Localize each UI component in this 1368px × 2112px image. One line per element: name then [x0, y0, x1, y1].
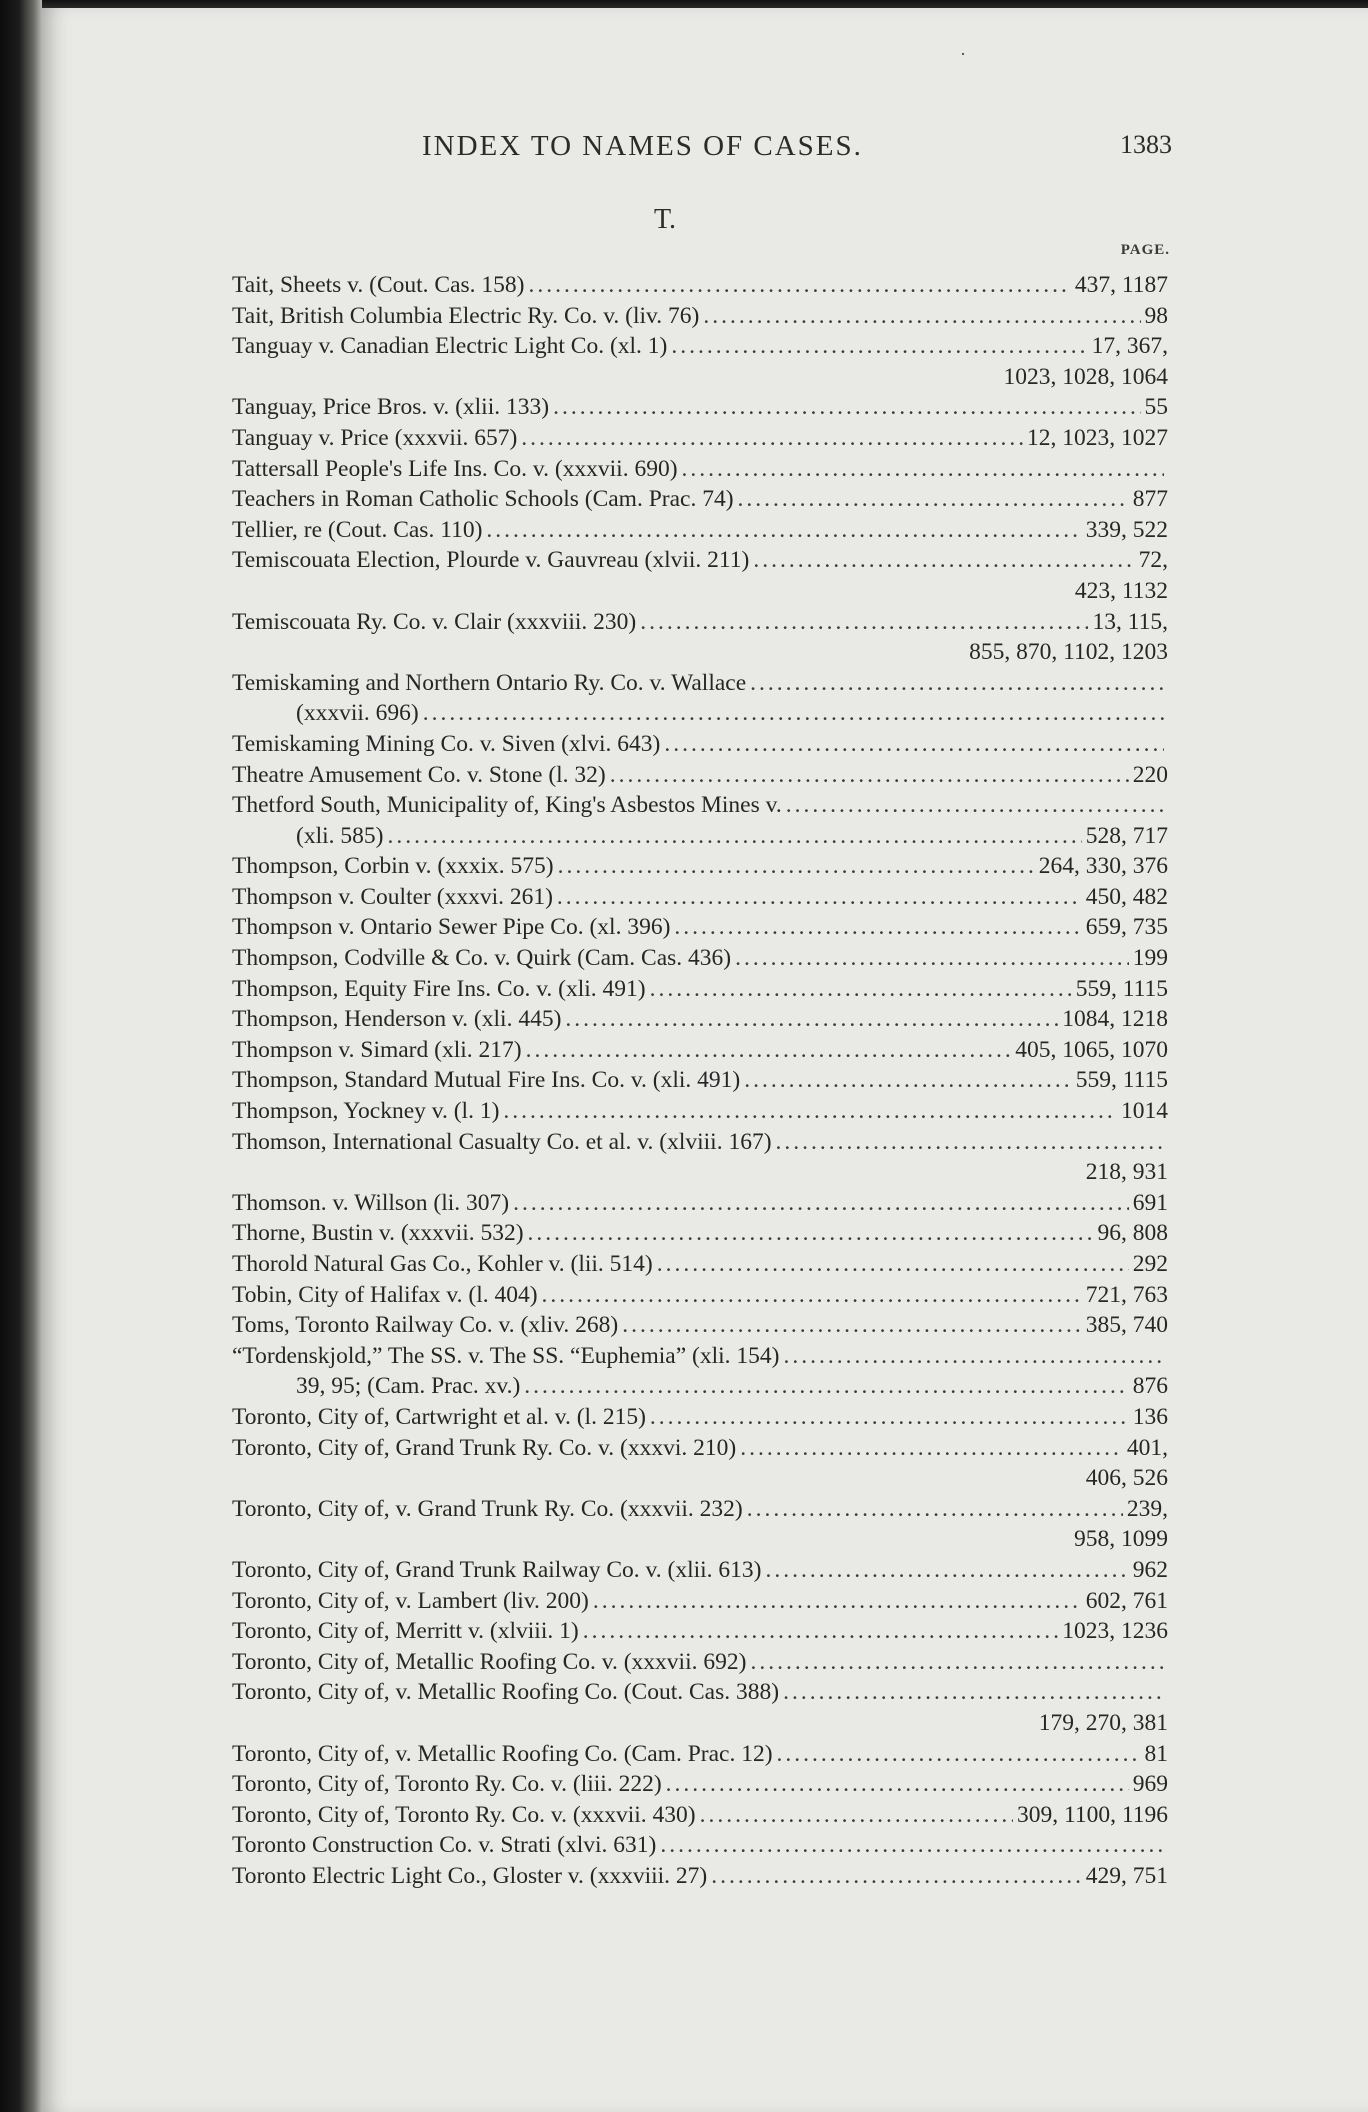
dot-leader	[750, 1647, 1164, 1678]
index-entry-wrapped-line	[232, 1371, 1168, 1402]
page-references-continued: 179, 270, 381	[1038, 1709, 1168, 1736]
case-name: Thorne, Bustin v. (xxxvii. 532)	[232, 1220, 524, 1247]
dot-leader	[740, 1433, 1123, 1464]
case-name: Tanguay, Price Bros. v. (xlii. 133)	[232, 394, 550, 421]
index-entry-line	[232, 760, 1168, 791]
case-name: Temiscouata Ry. Co. v. Clair (xxxviii. 230)	[232, 608, 637, 635]
index-entry	[232, 1004, 1168, 1035]
index-entry	[232, 1065, 1168, 1096]
index-entry-continued-pages	[232, 1524, 1168, 1555]
index-entry	[232, 760, 1168, 791]
page-references: 691	[1132, 1189, 1168, 1216]
case-name: Toronto, City of, Merritt v. (xlviii. 1)	[232, 1618, 579, 1645]
page-references: 309, 1100, 1196	[1016, 1801, 1168, 1828]
page-references: 429, 751	[1085, 1862, 1168, 1889]
dot-leader	[671, 331, 1087, 362]
dot-leader	[700, 1800, 1013, 1831]
index-entry-line	[232, 943, 1168, 974]
dot-leader	[674, 912, 1081, 943]
index-entry-line	[232, 270, 1168, 301]
index-entry-line	[232, 1494, 1168, 1525]
case-name: Toronto, City of, v. Lambert (liv. 200)	[232, 1587, 589, 1614]
dot-leader	[513, 1188, 1129, 1219]
page-references-continued: 423, 1132	[1074, 577, 1168, 604]
running-title: INDEX TO NAMES OF CASES.	[422, 130, 863, 162]
dot-leader	[524, 1371, 1128, 1402]
index-entry	[232, 392, 1168, 423]
case-name: Tattersall People's Life Ins. Co. v. (xxxvii. 690)	[232, 455, 678, 482]
page-references: 81	[1144, 1740, 1168, 1767]
index-entry	[232, 607, 1168, 668]
dot-leader	[521, 423, 1023, 454]
page-references: 98	[1144, 302, 1168, 329]
index-entry-line	[232, 882, 1168, 913]
index-entry-line	[232, 1402, 1168, 1433]
page-references: 602, 761	[1085, 1587, 1168, 1614]
page-references: 401,	[1126, 1434, 1168, 1461]
dot-leader	[610, 760, 1129, 791]
page-column-heading: PAGE.	[1120, 242, 1170, 258]
dot-leader	[753, 545, 1134, 576]
index-entry-line	[232, 392, 1168, 423]
case-name: Thetford South, Municipality of, King's Asbestos Mines v.	[232, 792, 782, 819]
index-entry-line	[232, 515, 1168, 546]
page-references: 559, 1115	[1075, 975, 1168, 1002]
index-entry	[232, 331, 1168, 392]
index-entry-line	[232, 454, 1168, 485]
index-entry-continued-pages	[232, 637, 1168, 668]
page-references: 220	[1132, 761, 1168, 788]
index-entry	[232, 1677, 1168, 1738]
index-entry	[232, 1402, 1168, 1433]
dot-leader	[783, 1677, 1164, 1708]
book-page	[42, 8, 1368, 2112]
index-entry-line	[232, 484, 1168, 515]
index-entry	[232, 1249, 1168, 1280]
dot-leader	[664, 729, 1164, 760]
page-references: 96, 808	[1097, 1220, 1168, 1247]
book-binding-edge	[0, 0, 42, 2112]
index-entry-line	[232, 607, 1168, 638]
dot-leader	[486, 515, 1081, 546]
index-entry	[232, 882, 1168, 913]
dot-leader	[387, 821, 1081, 852]
case-name: Thompson, Codville & Co. v. Quirk (Cam. Cas. 436)	[232, 945, 732, 972]
index-entry-line	[232, 729, 1168, 760]
index-entry-line	[232, 301, 1168, 332]
page-references: 12, 1023, 1027	[1027, 424, 1168, 451]
page-references: 437, 1187	[1074, 272, 1168, 298]
page-references: 528, 717	[1085, 822, 1168, 849]
index-entry-line	[232, 668, 1168, 699]
dot-leader	[765, 1555, 1128, 1586]
running-header	[42, 130, 1368, 174]
page-references-continued: 958, 1099	[1074, 1526, 1168, 1553]
case-name: Toronto, City of, Toronto Ry. Co. v. (liii. 222)	[232, 1771, 662, 1798]
index-entry-line	[232, 1249, 1168, 1280]
dot-leader	[682, 454, 1164, 485]
index-entry-continued-pages	[232, 1157, 1168, 1188]
case-name: Tobin, City of Halifax v. (l. 404)	[232, 1281, 538, 1308]
index-entry-line	[232, 1096, 1168, 1127]
index-entry-line	[232, 912, 1168, 943]
page-references: 385, 740	[1085, 1312, 1168, 1339]
page-references: 17, 367,	[1091, 333, 1168, 360]
case-name: Temiskaming and Northern Ontario Ry. Co. v. Wallace	[232, 669, 747, 696]
index-entry-line	[232, 1218, 1168, 1249]
index-entry	[232, 301, 1168, 332]
index-entry-line	[232, 1769, 1168, 1800]
index-entry-line	[232, 1586, 1168, 1617]
index-entry-line	[232, 1861, 1168, 1892]
dot-leader	[583, 1616, 1059, 1647]
index-entry	[232, 515, 1168, 546]
case-name: Temiscouata Election, Plourde v. Gauvreau (xlvii. 211)	[232, 547, 750, 574]
index-entry-line	[232, 1127, 1168, 1158]
case-citation-continued: (xli. 585)	[296, 822, 384, 849]
dot-leader	[640, 607, 1088, 638]
index-entry	[232, 1280, 1168, 1311]
page-references: 55	[1144, 394, 1168, 421]
index-entry	[232, 1861, 1168, 1892]
dot-leader	[738, 484, 1129, 515]
dot-leader	[783, 1341, 1164, 1372]
index-entry	[232, 1555, 1168, 1586]
index-entry-line	[232, 423, 1168, 454]
index-entry	[232, 1800, 1168, 1831]
page-references: 559, 1115	[1075, 1067, 1168, 1094]
case-name: Thompson, Corbin v. (xxxix. 575)	[232, 853, 554, 880]
page-references: 136	[1132, 1403, 1168, 1430]
index-entry-list	[232, 270, 1168, 1891]
index-entry	[232, 1310, 1168, 1341]
index-entry-continued-pages	[232, 1708, 1168, 1739]
case-name: Toronto, City of, Toronto Ry. Co. v. (xxxvii. 430)	[232, 1801, 696, 1828]
index-entry	[232, 1096, 1168, 1127]
page-references: 962	[1132, 1556, 1168, 1583]
page-references: 72,	[1138, 547, 1168, 574]
index-entry	[232, 729, 1168, 760]
page-references: 969	[1132, 1771, 1168, 1798]
page-references-continued: 1023, 1028, 1064	[1003, 363, 1168, 390]
case-name: Thompson v. Coulter (xxxvi. 261)	[232, 883, 553, 910]
print-speck: ·	[960, 44, 966, 64]
case-name: Tait, British Columbia Electric Ry. Co. v. (liv. 76)	[232, 302, 700, 329]
index-entry-line	[232, 331, 1168, 362]
dot-leader	[703, 301, 1140, 332]
dot-leader	[526, 1035, 1012, 1066]
case-name: Teachers in Roman Catholic Schools (Cam. Prac. 74)	[232, 486, 734, 513]
dot-leader	[666, 1769, 1129, 1800]
index-entry	[232, 1341, 1168, 1402]
index-entry-line	[232, 974, 1168, 1005]
index-entry	[232, 912, 1168, 943]
index-entry	[232, 1188, 1168, 1219]
index-entry	[232, 1433, 1168, 1494]
case-citation-continued: (xxxvii. 696)	[296, 700, 419, 727]
dot-leader	[565, 1004, 1058, 1035]
case-name: Tanguay v. Canadian Electric Light Co. (xl. 1)	[232, 333, 668, 360]
index-entry	[232, 851, 1168, 882]
case-name: Thorold Natural Gas Co., Kohler v. (lii. 514)	[232, 1251, 653, 1277]
index-entry-wrapped-line	[232, 698, 1168, 729]
index-entry-wrapped-line	[232, 821, 1168, 852]
case-name: Tait, Sheets v. (Cout. Cas. 158)	[232, 272, 525, 298]
dot-leader	[777, 1739, 1141, 1770]
case-name: Toronto Electric Light Co., Gloster v. (xxxviii. 27)	[232, 1862, 708, 1889]
page-references: 292	[1132, 1251, 1168, 1277]
index-entry-line	[232, 1739, 1168, 1770]
dot-leader	[657, 1249, 1129, 1280]
case-name: Tellier, re (Cout. Cas. 110)	[232, 516, 483, 543]
case-name: Toronto, City of, v. Grand Trunk Ry. Co. (xxxvii. 232)	[232, 1495, 743, 1522]
index-entry-continued-pages	[232, 576, 1168, 607]
page-references: 239,	[1126, 1495, 1168, 1522]
index-entry	[232, 1494, 1168, 1555]
index-entry-line	[232, 1830, 1168, 1861]
dot-leader	[528, 1218, 1094, 1249]
dot-leader	[553, 392, 1140, 423]
case-citation-continued: 39, 95; (Cam. Prac. xv.)	[296, 1373, 521, 1400]
index-entry	[232, 1127, 1168, 1188]
page-references: 721, 763	[1085, 1281, 1168, 1308]
index-entry-line	[232, 1433, 1168, 1464]
index-entry	[232, 1218, 1168, 1249]
index-entry-line	[232, 1616, 1168, 1647]
index-entry-line	[232, 790, 1168, 821]
index-entry-line	[232, 545, 1168, 576]
dot-leader	[557, 882, 1082, 913]
index-entry	[232, 270, 1168, 301]
case-name: Toronto, City of, v. Metallic Roofing Co. (Cam. Prac. 12)	[232, 1740, 773, 1767]
case-name: Toronto, City of, v. Metallic Roofing Co. (Cout. Cas. 388)	[232, 1679, 780, 1706]
dot-leader	[423, 698, 1164, 729]
dot-leader	[542, 1280, 1082, 1311]
case-name: Toronto, City of, Grand Trunk Ry. Co. v. (xxxvi. 210)	[232, 1434, 737, 1461]
index-entry	[232, 1739, 1168, 1770]
dot-leader	[650, 1402, 1129, 1433]
dot-leader	[622, 1310, 1082, 1341]
dot-leader	[529, 270, 1071, 301]
dot-leader	[735, 943, 1129, 974]
page-references: 659, 735	[1085, 914, 1168, 941]
case-name: Toronto, City of, Metallic Roofing Co. v. (xxxvii. 692)	[232, 1648, 747, 1675]
page-references-continued: 855, 870, 1102, 1203	[969, 639, 1168, 666]
index-entry-line	[232, 1004, 1168, 1035]
index-entry	[232, 1830, 1168, 1861]
dot-leader	[747, 1494, 1123, 1525]
index-entry	[232, 1586, 1168, 1617]
case-name: Toronto, City of, Grand Trunk Railway Co. v. (xlii. 613)	[232, 1556, 762, 1583]
index-entry	[232, 668, 1168, 729]
page-number: 1383	[1120, 130, 1172, 159]
page-references: 1084, 1218	[1062, 1006, 1168, 1033]
section-letter: T.	[654, 204, 677, 235]
index-entry	[232, 974, 1168, 1005]
dot-leader	[776, 1127, 1164, 1158]
index-entry-line	[232, 851, 1168, 882]
index-entry-line	[232, 1341, 1168, 1372]
index-entry-line	[232, 1065, 1168, 1096]
case-name: Thompson v. Simard (xli. 217)	[232, 1036, 522, 1063]
index-entry-line	[232, 1035, 1168, 1066]
dot-leader	[750, 668, 1164, 699]
page-references: 405, 1065, 1070	[1015, 1036, 1168, 1063]
page-references: 450, 482	[1085, 883, 1168, 910]
case-name: Thompson, Equity Fire Ins. Co. v. (xli. 491)	[232, 975, 646, 1002]
page-references: 13, 115,	[1092, 608, 1168, 635]
index-entry	[232, 454, 1168, 485]
page-references: 339, 522	[1085, 516, 1168, 543]
index-entry-line	[232, 1800, 1168, 1831]
index-entry-line	[232, 1280, 1168, 1311]
case-name: Thompson, Henderson v. (xli. 445)	[232, 1006, 562, 1033]
dot-leader	[503, 1096, 1117, 1127]
index-entry	[232, 943, 1168, 974]
page-references: 877	[1132, 486, 1168, 513]
case-name: Toronto Construction Co. v. Strati (xlvi. 631)	[232, 1832, 657, 1859]
case-name: Theatre Amusement Co. v. Stone (l. 32)	[232, 761, 606, 788]
index-entry	[232, 790, 1168, 851]
index-entry	[232, 545, 1168, 606]
page-references: 1023, 1236	[1062, 1618, 1168, 1645]
case-name: Thomson. v. Willson (li. 307)	[232, 1189, 510, 1216]
page-references: 1014	[1121, 1098, 1168, 1125]
index-entry	[232, 1769, 1168, 1800]
case-name: “Tordenskjold,” The SS. v. The SS. “Euphemia” (xli. 154)	[232, 1342, 780, 1369]
index-entry-line	[232, 1647, 1168, 1678]
page-references: 876	[1132, 1373, 1168, 1400]
index-entry	[232, 423, 1168, 454]
index-entry-continued-pages	[232, 362, 1168, 393]
page-references: 264, 330, 376	[1038, 853, 1168, 880]
index-entry	[232, 1035, 1168, 1066]
index-entry-line	[232, 1677, 1168, 1708]
dot-leader	[711, 1861, 1082, 1892]
index-entry	[232, 1616, 1168, 1647]
dot-leader	[558, 851, 1035, 882]
case-name: Thompson, Standard Mutual Fire Ins. Co. v. (xli. 491)	[232, 1067, 741, 1094]
page-references-continued: 406, 526	[1085, 1465, 1168, 1492]
page-references-continued: 218, 931	[1085, 1159, 1168, 1186]
case-name: Tanguay v. Price (xxxvii. 657)	[232, 424, 518, 451]
case-name: Toms, Toronto Railway Co. v. (xliv. 268)	[232, 1312, 619, 1339]
case-name: Thomson, International Casualty Co. et al. v. (xlviii. 167)	[232, 1128, 772, 1155]
case-name: Thompson, Yockney v. (l. 1)	[232, 1098, 500, 1125]
dot-leader	[593, 1586, 1082, 1617]
case-name: Thompson v. Ontario Sewer Pipe Co. (xl. 396)	[232, 914, 671, 941]
dot-leader	[660, 1830, 1164, 1861]
index-entry-line	[232, 1310, 1168, 1341]
index-entry-line	[232, 1555, 1168, 1586]
case-name: Temiskaming Mining Co. v. Siven (xlvi. 643)	[232, 730, 661, 757]
index-entry	[232, 484, 1168, 515]
index-entry-continued-pages	[232, 1463, 1168, 1494]
dot-leader	[650, 974, 1072, 1005]
index-entry	[232, 1647, 1168, 1678]
page-references: 199	[1132, 945, 1168, 972]
case-name: Toronto, City of, Cartwright et al. v. (l. 215)	[232, 1403, 646, 1430]
dot-leader	[744, 1065, 1071, 1096]
dot-leader	[786, 790, 1164, 821]
index-entry-line	[232, 1188, 1168, 1219]
